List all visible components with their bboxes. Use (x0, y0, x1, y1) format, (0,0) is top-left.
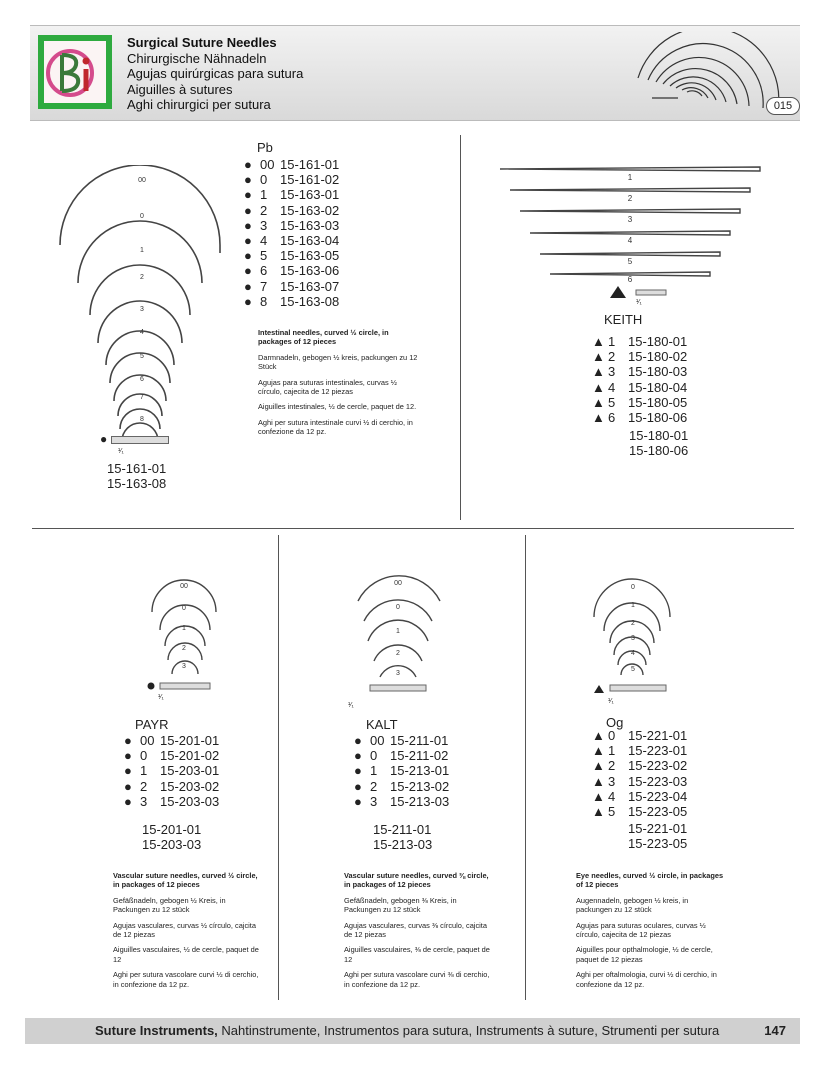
catalog-item (244, 157, 339, 172)
item-size: 3 (370, 793, 378, 809)
item-size: 2 (370, 778, 378, 794)
catalog-item (592, 743, 687, 758)
divider-middle (32, 528, 794, 529)
description-paragraph: Gefäßnadeln, gebogen ⅜ Kreis, in Packungen zu 12 stück (344, 895, 457, 915)
needle-label: 3 (182, 663, 186, 670)
item-size: 6 (608, 410, 616, 426)
keith-range (629, 428, 688, 458)
company-logo (38, 35, 112, 109)
needle-label: 2 (396, 650, 400, 657)
title-en: Surgical Suture Needles (127, 35, 277, 50)
item-code: 15-203-01 (160, 763, 220, 779)
catalog-item (354, 794, 449, 809)
catalog-item (354, 748, 449, 763)
range-to: 15-180-06 (629, 443, 689, 459)
item-code: 15-223-01 (628, 743, 688, 759)
payr-needles-illustration (140, 578, 240, 708)
page-number: 147 (764, 1023, 786, 1038)
needle-label: 3 (631, 635, 635, 642)
item-marker: ● (244, 202, 252, 218)
item-marker: ● (244, 293, 252, 309)
title-es: Agujas quirúrgicas para sutura (127, 66, 304, 81)
item-marker: ▲ (592, 394, 605, 410)
item-size: 1 (140, 763, 148, 779)
item-size: 7 (260, 278, 268, 294)
needle-label: 8 (140, 416, 144, 423)
catalog-item (244, 172, 339, 187)
item-code: 15-163-07 (280, 278, 340, 294)
item-marker: ● (244, 172, 252, 188)
item-code: 15-203-02 (160, 778, 220, 794)
item-marker: ● (354, 778, 362, 794)
payr-scale: ¹⁄₁ (158, 694, 164, 701)
item-size: 8 (260, 293, 268, 309)
item-size: 3 (608, 364, 616, 380)
needle-label: 2 (182, 645, 186, 652)
divider-right (525, 535, 526, 1000)
item-size: 5 (608, 394, 616, 410)
catalog-item (354, 763, 449, 778)
payr-description (113, 871, 263, 995)
item-code: 15-211-01 (390, 733, 449, 748)
item-code: 15-213-02 (390, 778, 450, 794)
payr-name: PAYR (135, 717, 169, 732)
header-titles (127, 35, 303, 113)
needle-label: 5 (140, 353, 144, 360)
needle-label: 2 (627, 194, 633, 203)
description-paragraph: Vascular suture needles, curved ⅜ circle, in packages of 12 pieces (344, 871, 489, 890)
item-size: 00 (140, 733, 155, 748)
item-marker: ● (124, 778, 132, 794)
catalog-item (592, 380, 687, 395)
item-size: 2 (608, 349, 616, 365)
item-size: 5 (608, 804, 616, 820)
item-code: 15-211-02 (390, 748, 449, 764)
item-size: 6 (260, 263, 268, 279)
item-size: 3 (608, 773, 616, 789)
item-size: 00 (370, 733, 385, 748)
catalog-item (592, 364, 687, 379)
item-marker: ● (124, 748, 132, 764)
description-paragraph: Aghi per sutura vascolare curvi ½ di cerchio, in confezione da 12 pz. (113, 970, 259, 989)
item-size: 0 (260, 172, 268, 188)
item-code: 15-163-04 (280, 233, 340, 249)
item-code: 15-163-08 (280, 293, 340, 309)
keith-name: KEITH (604, 312, 643, 327)
catalog-item (592, 728, 687, 743)
item-size: 0 (370, 748, 378, 764)
item-code: 15-161-02 (280, 172, 340, 188)
item-code: 15-163-02 (280, 202, 340, 218)
item-marker: ● (244, 157, 252, 172)
item-code: 15-221-01 (628, 728, 688, 743)
range-to: 15-213-03 (373, 837, 433, 853)
range-to: 15-223-05 (628, 836, 688, 852)
item-marker: ● (244, 187, 252, 203)
needle-label: 1 (396, 628, 400, 635)
title-it: Aghi chirurgici per sutura (127, 97, 271, 112)
catalog-item (244, 279, 339, 294)
item-size: 1 (370, 763, 378, 779)
needle-label: 5 (631, 666, 635, 673)
needle-label: 1 (182, 625, 186, 632)
catalog-item (592, 804, 687, 819)
keith-needles-illustration (498, 158, 783, 298)
description-paragraph: Agujas para suturas oculares, curvas ½ círculo, cajecita de 12 piezas (576, 920, 706, 940)
description-paragraph: Aiguilles vasculaires, ⅜ de cercle, paquet de 12 (344, 945, 490, 964)
item-code: 15-223-02 (628, 758, 688, 774)
catalog-item (244, 218, 339, 233)
needle-label: 5 (627, 257, 633, 266)
needle-label: 1 (631, 602, 635, 609)
catalog-item (592, 758, 687, 773)
range-to: 15-163-08 (107, 476, 167, 492)
kalt-needles-illustration (350, 575, 450, 705)
item-code: 15-180-06 (628, 410, 688, 426)
item-marker: ▲ (592, 728, 605, 743)
range-from: 15-211-01 (373, 822, 432, 837)
item-size: 0 (608, 728, 616, 743)
kalt-name: KALT (366, 717, 398, 732)
item-marker: ▲ (592, 804, 605, 820)
needle-label: 0 (140, 213, 144, 220)
pb-scale: ¹⁄₁ (118, 448, 124, 455)
description-paragraph: Aiguilles pour opthalmologie, ½ de cercle, paquet de 12 piezas (576, 945, 713, 964)
item-size: 1 (608, 334, 616, 349)
keith-item-list (592, 334, 687, 425)
item-marker: ● (354, 793, 362, 809)
keith-scale: ¹⁄₁ (636, 299, 642, 306)
item-marker: ▲ (592, 758, 605, 774)
divider-left (278, 535, 279, 1000)
catalog-item (124, 779, 219, 794)
catalog-item (592, 774, 687, 789)
needle-label: 4 (140, 329, 144, 336)
needle-label: 4 (627, 236, 633, 245)
range-from: 15-201-01 (142, 822, 202, 837)
item-code: 15-203-03 (160, 793, 220, 809)
item-marker: ● (244, 263, 252, 279)
catalog-item (592, 334, 687, 349)
item-code: 15-180-05 (628, 394, 688, 410)
needle-label: 6 (140, 376, 144, 383)
description-paragraph: Agujas vasculares, curvas ⅜ círculo, cajcita de 12 piezas (344, 920, 487, 940)
needle-label: 4 (631, 650, 635, 657)
item-code: 15-180-04 (628, 379, 688, 395)
item-marker: ▲ (592, 773, 605, 789)
page-footer (25, 1018, 800, 1044)
catalog-item (592, 789, 687, 804)
item-size: 3 (260, 217, 268, 233)
item-marker: ● (354, 733, 362, 748)
description-paragraph: Augennadeln, gebogen ½ kreis, in packungen zu 12 stück (576, 895, 689, 915)
item-marker: ▲ (592, 743, 605, 759)
item-code: 15-223-03 (628, 773, 688, 789)
item-code: 15-201-01 (160, 733, 220, 748)
item-marker: ● (124, 793, 132, 809)
item-size: 2 (608, 758, 616, 774)
needle-label: 3 (140, 306, 144, 313)
pb-item-list (244, 157, 339, 309)
catalog-item (592, 349, 687, 364)
payr-item-list (124, 733, 219, 809)
item-size: 4 (608, 379, 616, 395)
page-code-badge: 015 (766, 97, 800, 115)
catalog-item (124, 748, 219, 763)
title-fr: Aiguilles à sutures (127, 81, 233, 97)
description-paragraph: Vascular suture needles, curved ½ circle, in packages of 12 pieces (113, 871, 258, 890)
item-code: 15-213-01 (390, 763, 450, 779)
item-marker: ▲ (592, 349, 605, 365)
og-name: Og (606, 715, 624, 730)
kalt-scale: ¹⁄₁ (348, 702, 354, 709)
og-description (576, 871, 726, 995)
needle-label: 3 (627, 215, 633, 224)
item-code: 15-213-03 (390, 793, 450, 809)
item-code: 15-180-03 (628, 364, 688, 380)
description-paragraph: Agujas para suturas intestinales, curvas ½ círculo, cajecita de 12 piezas (258, 377, 397, 397)
needle-label: 1 (627, 173, 633, 182)
item-size: 5 (260, 248, 268, 264)
title-de: Chirurgische Nähnadeln (127, 50, 267, 66)
page-header (30, 25, 800, 121)
og-needles-illustration (590, 575, 690, 705)
item-size: 4 (260, 233, 268, 249)
og-scale: ¹⁄₁ (608, 698, 614, 705)
header-needles-illustration (618, 32, 788, 118)
pb-needles-illustration (50, 165, 240, 460)
range-from: 15-221-01 (628, 821, 688, 836)
item-code: 15-161-01 (280, 157, 340, 172)
catalog-item (244, 294, 339, 309)
item-size: 0 (140, 748, 148, 764)
item-marker: ▲ (592, 788, 605, 804)
pb-description (258, 328, 418, 443)
catalog-item (244, 248, 339, 263)
pb-eye-detail: ● (100, 432, 169, 446)
catalog-item (592, 410, 687, 425)
item-marker: ● (354, 763, 362, 779)
item-code: 15-201-02 (160, 748, 220, 764)
needle-label: 0 (631, 584, 635, 591)
item-code: 15-223-04 (628, 788, 688, 804)
needle-label: 0 (396, 604, 400, 611)
footer-rest: Nahtinstrumente, Instrumentos para sutura, Instruments à suture, Strumenti per sutura (217, 1023, 720, 1038)
item-marker: ● (244, 233, 252, 249)
catalog-item (244, 233, 339, 248)
item-size: 2 (260, 202, 268, 218)
description-paragraph: Aiguilles vasculaires, ½ de cercle, paquet de 12 (113, 945, 259, 964)
item-marker: ● (244, 248, 252, 264)
item-code: 15-163-06 (280, 263, 340, 279)
item-marker: ● (354, 748, 362, 764)
catalog-item (124, 794, 219, 809)
item-size: 4 (608, 788, 616, 804)
item-size: 00 (260, 157, 275, 172)
range-from: 15-161-01 (107, 461, 167, 476)
needle-label: 6 (627, 275, 633, 284)
item-code: 15-180-01 (628, 334, 688, 349)
catalog-item (124, 733, 219, 748)
description-paragraph: Eye needles, curved ½ circle, in packages of 12 pieces (576, 871, 724, 890)
kalt-item-list (354, 733, 449, 809)
catalog-item (124, 763, 219, 778)
item-code: 15-163-05 (280, 248, 340, 264)
catalog-item (592, 395, 687, 410)
kalt-range (373, 822, 432, 852)
item-marker: ● (244, 278, 252, 294)
item-code: 15-163-01 (280, 187, 340, 203)
item-size: 3 (140, 793, 148, 809)
catalog-item (354, 733, 449, 748)
footer-bold: Suture Instruments, (95, 1023, 218, 1038)
item-marker: ● (124, 733, 132, 748)
payr-range (142, 822, 201, 852)
item-marker: ● (124, 763, 132, 779)
catalog-item (244, 187, 339, 202)
item-code: 15-180-02 (628, 349, 688, 365)
pb-range (107, 461, 166, 491)
item-size: 2 (140, 778, 148, 794)
item-marker: ● (244, 217, 252, 233)
footer-text (95, 1023, 719, 1038)
item-marker: ▲ (592, 379, 605, 395)
description-paragraph: Aiguilles intestinales, ½ de cercle, paquet de 12. (258, 402, 417, 412)
catalog-item (354, 779, 449, 794)
description-paragraph: Aghi per sutura intestinale curvi ½ di cerchio, in confezione da 12 pz. (258, 417, 413, 437)
divider-top (460, 135, 461, 520)
needle-label: 2 (631, 620, 635, 627)
item-size: 1 (260, 187, 268, 203)
item-code: 15-163-03 (280, 217, 340, 233)
range-from: 15-180-01 (629, 428, 689, 443)
range-to: 15-203-03 (142, 837, 202, 853)
description-paragraph: Agujas vasculares, curvas ½ círculo, cajcita de 12 piezas (113, 920, 256, 940)
og-item-list (592, 728, 687, 819)
item-marker: ▲ (592, 334, 605, 349)
description-paragraph: Aghi per oftalmologia, curvi ½ di cerchio, in confezione da 12 pz. (576, 970, 717, 989)
pb-name: Pb (257, 140, 273, 155)
needle-label: 0 (182, 605, 186, 612)
needle-label: 00 (394, 580, 402, 587)
catalog-item (244, 203, 339, 218)
needle-label: 1 (140, 247, 144, 254)
needle-label: 00 (138, 177, 146, 184)
item-marker: ▲ (592, 364, 605, 380)
needle-label: 7 (140, 394, 144, 401)
catalog-item (244, 263, 339, 278)
description-paragraph: Aghi per sutura vascolare curvi ⅜ di cerchio, in confezione da 12 pz. (344, 970, 490, 989)
item-size: 1 (608, 743, 616, 759)
og-range (628, 821, 687, 851)
description-paragraph: Darmnadeln, gebogen ½ kreis, packungen zu 12 Stück (258, 352, 418, 372)
item-code: 15-223-05 (628, 804, 688, 820)
needle-label: 3 (396, 670, 400, 677)
description-paragraph: Intestinal needles, curved ½ circle, in packages of 12 pieces (258, 328, 389, 347)
description-paragraph: Gefäßnadeln, gebogen ½ Kreis, in Packungen zu 12 stück (113, 895, 226, 915)
item-marker: ▲ (592, 410, 605, 426)
kalt-description (344, 871, 494, 995)
needle-label: 2 (140, 274, 144, 281)
needle-label: 00 (180, 583, 188, 590)
